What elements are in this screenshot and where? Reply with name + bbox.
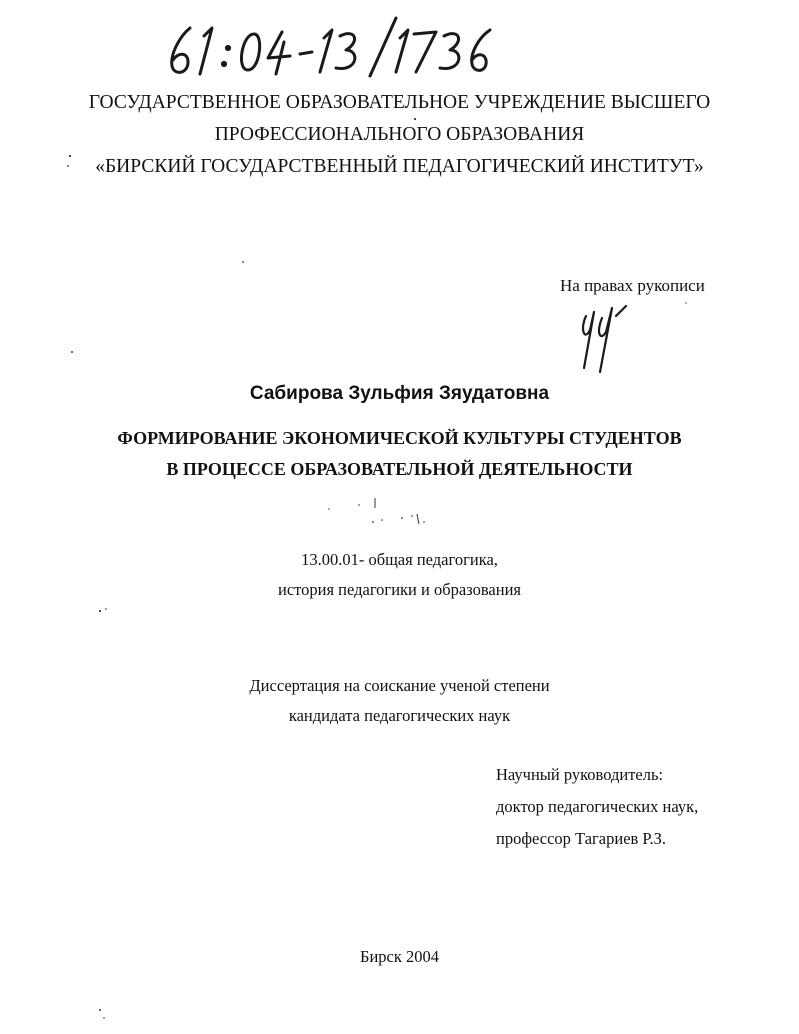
place-year: Бирск 2004 (359, 947, 440, 966)
advisor-label: Научный руководитель: (496, 765, 664, 784)
institution-line-1: ГОСУДАРСТВЕННОЕ ОБРАЗОВАТЕЛЬНОЕ УЧРЕЖДЕНИЕ ВЫСШЕГО (88, 92, 711, 113)
degree-line-1: Диссертация на соискание ученой степени (249, 676, 550, 695)
specialty-line-1: 13.00.01- общая педагогика, (301, 550, 498, 569)
archive-number-handwritten (160, 14, 500, 78)
advisor-degree: доктор педагогических наук, (496, 797, 699, 816)
signature (576, 302, 636, 374)
institution-line-3: «БИРСКИЙ ГОСУДАРСТВЕННЫЙ ПЕДАГОГИЧЕСКИЙ ИНСТИТУТ» (95, 156, 704, 177)
author-name: Сабирова Зульфия Зяудатовна (249, 383, 550, 404)
degree-line-2: кандидата педагогических наук (288, 706, 511, 725)
manuscript-note: На правах рукописи (560, 276, 705, 295)
title-line-2: В ПРОЦЕССЕ ОБРАЗОВАТЕЛЬНОЙ ДЕЯТЕЛЬНОСТИ (166, 459, 633, 479)
advisor-name: профессор Тагариев Р.З. (496, 829, 667, 848)
institution-line-2: ПРОФЕССИОНАЛЬНОГО ОБРАЗОВАНИЯ (214, 124, 585, 145)
title-line-1: ФОРМИРОВАНИЕ ЭКОНОМИЧЕСКОЙ КУЛЬТУРЫ СТУДЕНТОВ (117, 428, 682, 448)
specialty-line-2: история педагогики и образования (277, 580, 521, 599)
